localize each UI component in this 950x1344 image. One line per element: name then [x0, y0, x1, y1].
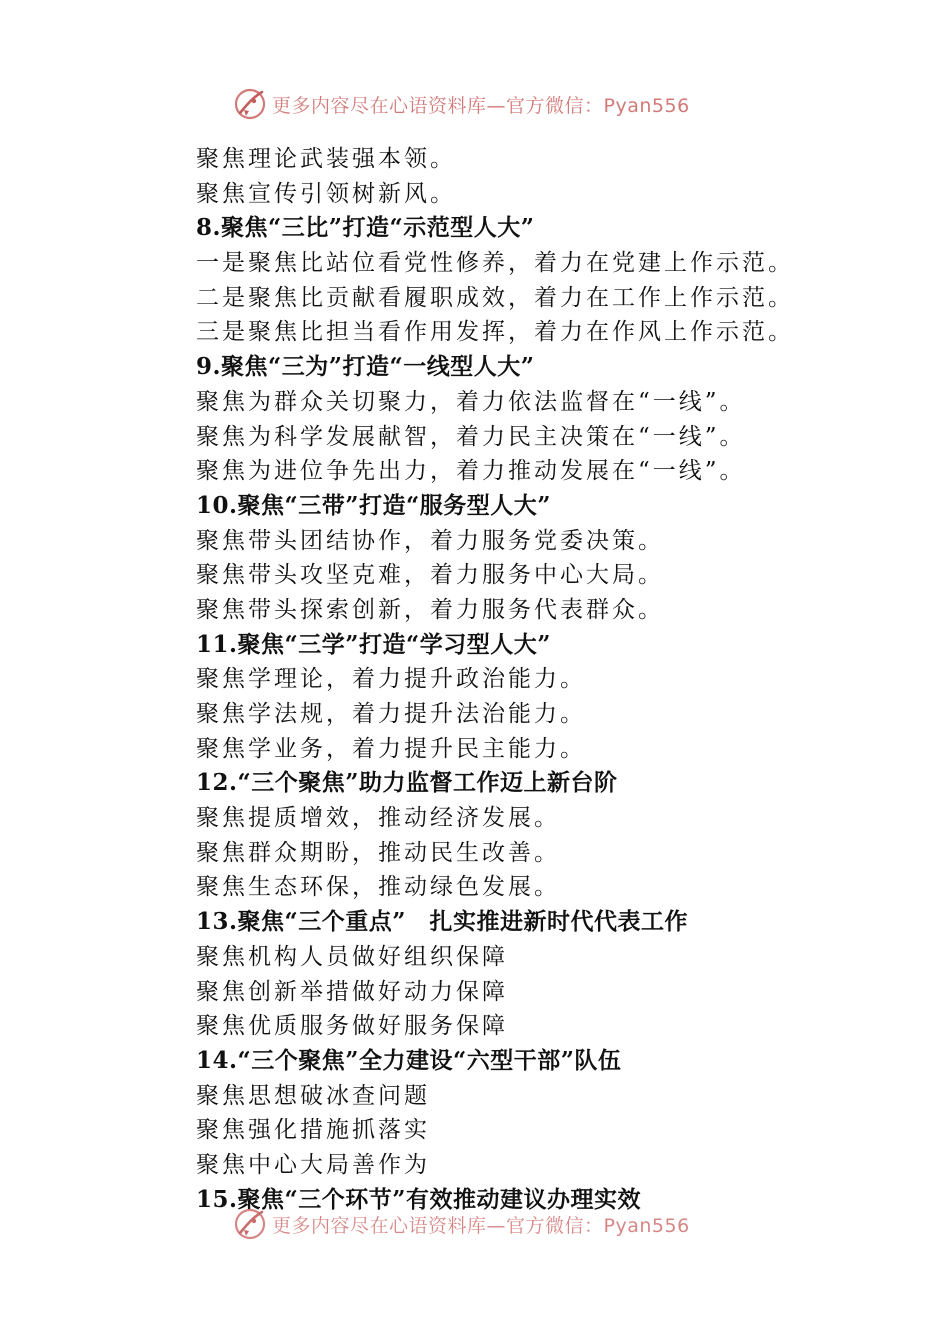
section-heading: 10.聚焦“三带”打造“服务型人大”: [196, 491, 551, 519]
body-line: 聚焦学理论，着力提升政治能力。: [196, 666, 586, 693]
body-line: 二是聚焦比贡献看履职成效，着力在工作上作示范。: [196, 284, 794, 311]
watermark-text: 更多内容尽在心语资料库—官方微信：Pyan556: [272, 1214, 690, 1237]
body-line: 一是聚焦比站位看党性修养，着力在党建上作示范。: [196, 250, 794, 277]
body-line: 聚焦宣传引领树新风。: [196, 180, 456, 207]
watermark-footer: [232, 1204, 752, 1244]
body-line: 聚焦带头探索创新，着力服务代表群众。: [196, 596, 664, 623]
section-heading: 14.“三个聚焦”全力建设“六型干部”队伍: [196, 1046, 622, 1074]
section-heading: 15.聚焦“三个环节”有效推动建议办理实效: [196, 1185, 641, 1213]
body-line: 聚焦为进位争先出力，着力推动发展在“一线”。: [196, 458, 746, 485]
body-line: 聚焦学法规，着力提升法治能力。: [196, 701, 586, 727]
body-line: 聚焦创新举措做好动力保障: [196, 978, 508, 1005]
watermark-header: [232, 84, 752, 124]
body-line: 聚焦群众期盼，推动民生改善。: [196, 839, 560, 866]
body-line: 聚焦优质服务做好服务保障: [196, 1013, 508, 1040]
body-line: 聚焦学业务，着力提升民主能力。: [196, 735, 586, 762]
body-line: 聚焦提质增效，推动经济发展。: [196, 805, 560, 832]
body-line: 聚焦为群众关切聚力，着力依法监督在“一线”。: [196, 388, 746, 415]
body-line: 聚焦中心大局善作为: [196, 1151, 430, 1178]
body-line: 聚焦带头攻坚克难，着力服务中心大局。: [196, 562, 664, 589]
body-line: 聚焦带头团结协作，着力服务党委决策。: [196, 527, 664, 554]
body-line: 三是聚焦比担当看作用发挥，着力在作风上作示范。: [196, 319, 794, 346]
document-body: [196, 142, 796, 1217]
pen-logo-icon: [232, 86, 268, 122]
body-line: 聚焦思想破冰查问题: [196, 1082, 430, 1109]
body-line: 聚焦强化措施抓落实: [196, 1117, 430, 1144]
watermark-text: 更多内容尽在心语资料库—官方微信：Pyan556: [272, 94, 690, 117]
section-heading: 12.“三个聚焦”助力监督工作迈上新台阶: [196, 769, 618, 797]
body-line: 聚焦生态环保，推动绿色发展。: [196, 874, 560, 901]
pen-logo-icon: [232, 1206, 268, 1242]
section-heading: 9.聚焦“三为”打造“一线型人大”: [196, 353, 535, 381]
section-heading: 13.聚焦“三个重点” 扎实推进新时代代表工作: [196, 908, 688, 936]
body-line: 聚焦理论武装强本领。: [196, 146, 456, 172]
body-line: 聚焦机构人员做好组织保障: [196, 943, 508, 970]
body-line: 聚焦为科学发展献智，着力民主决策在“一线”。: [196, 423, 746, 450]
section-heading: 11.聚焦“三学”打造“学习型人大”: [196, 630, 551, 658]
section-heading: 8.聚焦“三比”打造“示范型人大”: [196, 214, 535, 242]
